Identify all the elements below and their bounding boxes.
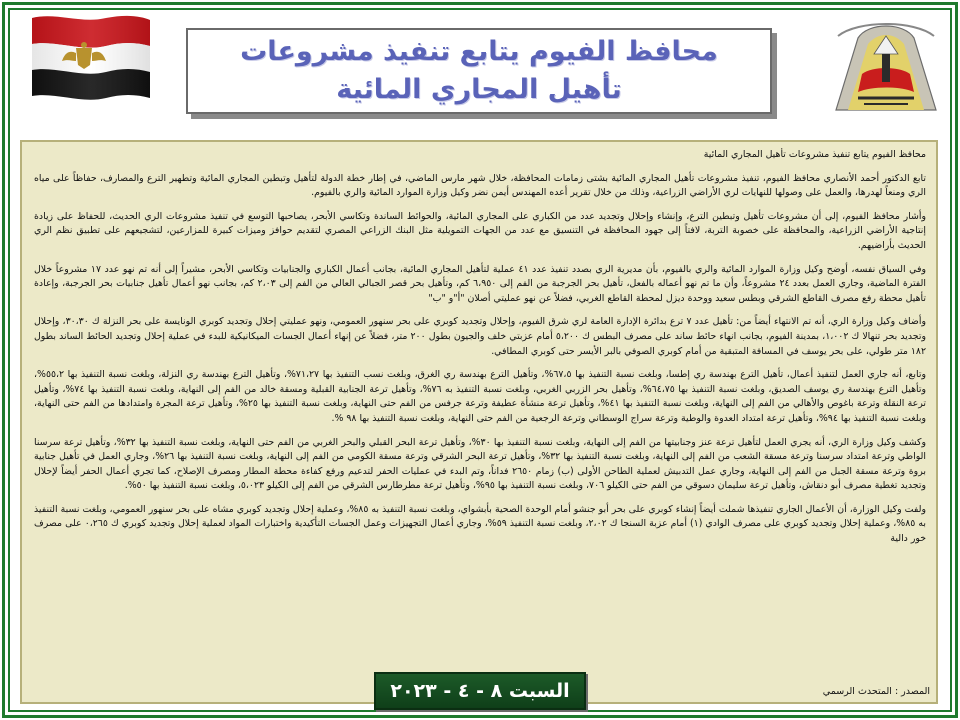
date-badge (374, 672, 586, 710)
fayoum-emblem-icon (828, 14, 944, 116)
egypt-flag-icon (26, 10, 156, 106)
article-body (34, 148, 926, 668)
article-headline: محافظ الفيوم يتابع تنفيذ مشروعات تأهيل المجاري المائية (703, 149, 926, 160)
date-text: السبت ٨ - ٤ - ٢٠٢٣ (390, 680, 570, 702)
article-paragraph: وأضاف وكيل وزارة الري، أنه تم الانتهاء أيضاً من: تأهيل عدد ٧ ترع بدائرة الإدارة العامة لري شرق الفيوم، وإحلال وتجديد كوبري على بحر سنهور العمومي، ونهو عمليتي إحلال وتجديد كوبري الونايسة على بحر النزلة ك ٣٠،٣٠، وإحلال وتجديد بحر تنهالا ك ١،٠٠٢، بمدينة الفيوم، بجانب انهاء حائط ساند على مصرف البطس ك ٥،٢٠٠ أمام عزبتي خلف والجيون بطول ٢٠٠ متر، فضلاً عن إنهاء أعمال الجسات الميكانيكية للبدء في عملية إحلال وتجديد الحائط الساند بطول ١٨٢ متر طولي، على بحر يوسف في المسافة المتبقية من أمام كوبري الصوفي بالبر الأيسر حتى كوبري المطافي. (34, 316, 926, 357)
article-paragraph: تابع الدكتور أحمد الأنصاري محافظ الفيوم، تنفيذ مشروعات تأهيل المجاري المائية بشتى زمامات المحافظة، خلال شهر مارس الماضي، في إطار خطة الدولة لتأهيل وتبطين المجاري المائية وتطهير الترع والمصارف، حفاظاً على مياه الري ومنعاً لهدرها، والعمل على وصولها للنهايات لري الأراضي الزراعية، وذلك من خلال تقرير أعده المهندس أيمن نضر وكيل وزارة الموارد المائية والري بالفيوم. (34, 172, 926, 199)
article-paragraph: وتابع، أنه جاري العمل لتنفيذ أعمال، تأهيل الترع بهندسة ري إطسا، وبلغت نسبة التنفيذ بها ٦٧،٥%، وتأهيل الترع بهندسة ري الغرق، وبلغت نسب التنفيذ بها ٧١،٢٧%، وتأهيل الترع بهندسة ري النزلة، وبلغت نسبة التنفيذ بها ٥٥،٢%، وتأهيل الترع بهندسة ري يوسف الصديق، وبلغت نسبة التنفيذ بها ٦٤،٧٥%، وتأهيل بحر الزربي الغربي، وبلغت نسبة التنفيذ به ٧٦%، وتأهيل ترعة الجنابية القبلية ومسقة خالد من الفم إلى النهاية، وبلغت نسبة التنفيذ بها ٧٤%، وتأهيل ترعة النقلة وترعة باغوص والأهالي من الفم إلى النهاية، وبلغت نسبة التنفيذ بها ٤١%، وتأهيل ترعة منشأة عطيفة وترعة جرفس من الفم حتى النهاية، وبلغت نسبة التنفيذ بها ٢٥%، وتأهيل ترعة المجرة وامتدادها من الفم حتى النهاية، وبلغت نسبة التنفيذ بها ٩٤%، وتأهيل ترعة امتداد العدوة والوطية وترعة سراج الوسطاني وترعة الرجعية من الفم حتى النهاية، وبلغت نسبة التنفيذ بها ٩٨ %. (34, 369, 926, 424)
article-panel (20, 140, 938, 704)
title-box (186, 28, 772, 114)
article-paragraph: ولفت وكيل الوزارة، أن الأعمال الجاري تنفيذها شملت أيضاً إنشاء كوبري على بحر أبو جنشو أمام الوحدة الصحية بأبشواي، وبلغت نسبة التنفيذ به ٨٥%، وعملية إحلال وتجديد كوبري مشاه على بحر سنهور العمومي، وبلغت نسبة التنفيذ به ٨٥%، وعملية إحلال وتجديد كوبري على مصرف الوادي (١) أمام عزبة السنجا ك ٢،٠٢، وبلغت نسبة التنفيذ ٥٩%، وجاري أعمال التجهيزات وعمل الجسات التأكيدية واختبارات المواد لعملية إحلال وتجديد كوبري ك ٠،٢٦٥ على مصرف خور دالية (34, 503, 926, 545)
article-paragraph: وأشار محافظ الفيوم، إلى أن مشروعات تأهيل وتبطين الترع، وإنشاء وإحلال وتجديد عدد من الكباري على المجاري المائية، والحوائط الساندة وتكاسي الأبحر، يصاحبها التوسع في تنفيذ مشروعات الري الحديث، للحفاظ على زيادة إنتاجية الأراضي الزراعية، والمحافظة على خصوبة التربة، لافتاً إلى جهود المحافظة في التنسيق مع عدد من الجهات التمويلية مثل البنك الزراعي المصري لتقديم حوافز وميزات كبيرة للمزارعين، لتشجيعهم على تطبيق نظم الري الحديث بأراضيهم. (34, 210, 926, 251)
article-paragraph: وكشف وكيل وزارة الري، أنه يجري العمل لتأهيل ترعة عنز وجنابيتها من الفم إلى النهاية، وبلغت نسبة التنفيذ بها ٣٠%، وتأهيل ترعة البحر القبلي والبحر الغربي من الفم حتى النهاية، وبلغت نسبة التنفيذ بها ٣٢%، وتأهيل ترعة سرسنا الواطي وترعة امتداد سرسنا وترعة مسقة الشعب من الفم إلى النهاية، وبلغت نسبة التنفيذ بها ٣٢%، وتأهيل ترعة البحر الشرقي وترعة مسقة الكومي من الفم إلى النهاية، وبلغت نسبة التنفيذ بها ٢٦%، وجاري العمل في تأهيل جنابية بروة وترعة مسقة الجبل من الفم إلى النهاية، وجاري عمل التدبيش لعملية الطاحن الأولى (ب) زمام ٢٦٥٠ فداناً، وتم البدء في عمليات الحفر لتدعيم ورفع كفاءة محطة المطار ومصرف الإصلاح، كما تجري أعمال الحفر أيضاً لإحلال وتجديد تغطية مصرف أبو دنقاش، وتأهيل ترعة سليمان دسوقي من الفم حتى الكيلو ٧٠٦، وبلغت نسبة التنفيذ بها ٩٥%، وتأهيل ترعة مطرطارس الشرقي من الفم إلى الكيلو ٥،٠٢٣، وبلغت نسبة التنفيذ بها ٥٠%. (34, 436, 926, 492)
article-paragraph: وفي السياق نفسه، أوضح وكيل وزارة الموارد المائية والري بالفيوم، بأن مديرية الري بصدد تنفيذ عدد ٤١ عملية لتأهيل المجاري المائية، بجانب أعمال الكباري والجنابيات وتكاسي الأبحر، مشيراً إلى أنه تم نهو عدد ١٧ مشروعاً خلال الفترة الماضية، وجاري العمل بعدد ٢٤ مشروعاً، وأن ما تم نهو أعماله بالفعل، تأهيل بحر الجرجبة من الفم إلى ٦،٩٥٠ كم، وتأهيل بحر قصر الجبالي العالي من الفم إلى ٢،٠٣ كم، بجانب نهو أعمال تأهيل جنابيات بحر الجرجبة، وإعادة تأهيل محطة رفع مصرف القاطع الشرقي وبطس سعيد ووحدة ديزل لمحطة القاطع الغربي، فضلاً عن نهو عمليتي أصلان "أ"و "ب" (34, 263, 926, 304)
page-title: محافظ الفيوم يتابع تنفيذ مشروعات تأهيل المجاري المائية (240, 36, 718, 105)
source-line: المصدر : المتحدث الرسمي (822, 686, 930, 697)
